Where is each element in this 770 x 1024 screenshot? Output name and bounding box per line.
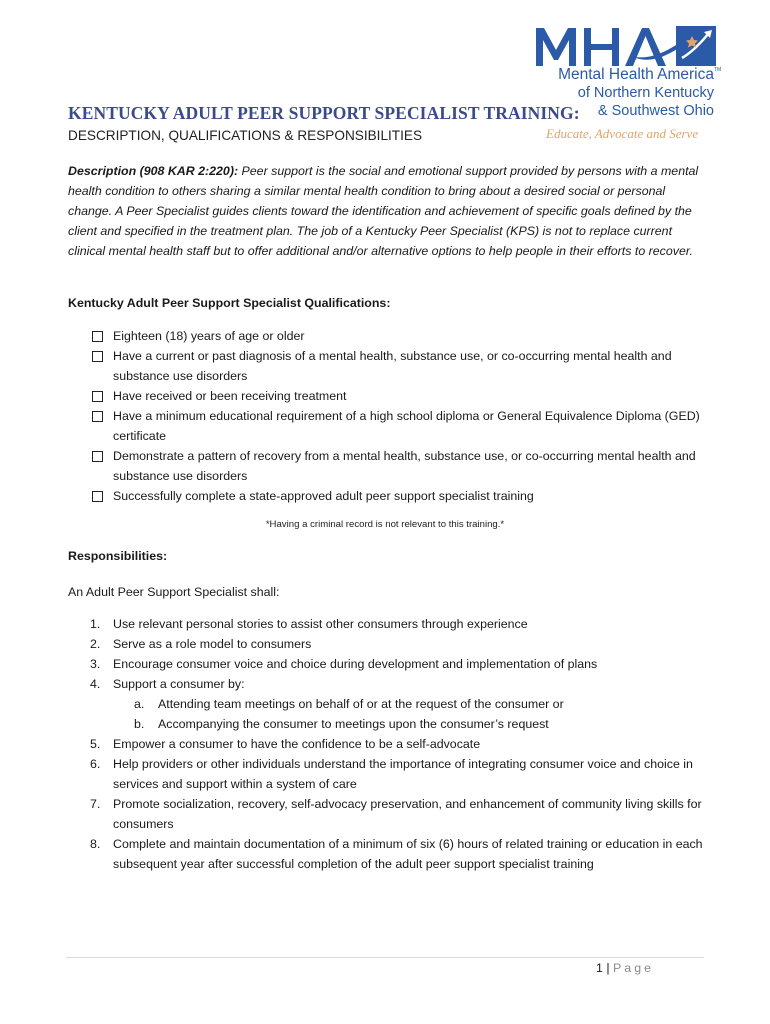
qualification-item bbox=[92, 446, 708, 486]
qualification-text: Successfully complete a state-approved adult peer support specialist training bbox=[113, 489, 534, 503]
item-number: 4. bbox=[90, 677, 101, 691]
responsibility-text: Serve as a role model to consumers bbox=[113, 637, 312, 651]
responsibilities-heading: Responsibilities: bbox=[68, 549, 168, 563]
checkbox-icon bbox=[92, 491, 103, 502]
checkbox-icon bbox=[92, 351, 103, 362]
page-label: Page bbox=[613, 961, 654, 975]
responsibility-item bbox=[92, 634, 708, 654]
criminal-record-note: *Having a criminal record is not relevant to this training.* bbox=[265, 519, 505, 530]
qualification-text: Have a minimum educational requirement of a high school diploma or General Equivalence Diploma (GED) certificate bbox=[113, 409, 700, 443]
responsibility-item bbox=[92, 794, 708, 834]
mha-logo bbox=[532, 22, 722, 142]
qualification-text: Eighteen (18) years of age or older bbox=[113, 329, 305, 343]
qualification-text: Have a current or past diagnosis of a mental health, substance use, or co-occurring mental health and substance use disorders bbox=[113, 349, 672, 383]
footer-divider bbox=[66, 957, 704, 958]
responsibility-item bbox=[92, 734, 708, 754]
qualification-text: Demonstrate a pattern of recovery from a mental health, substance use, or co-occurring mental health and substance use disorders bbox=[113, 449, 696, 483]
qualification-text: Have received or been receiving treatment bbox=[113, 389, 347, 403]
logo-region-line2: & Southwest Ohio bbox=[597, 103, 714, 119]
responsibility-sub-list bbox=[113, 694, 708, 734]
qualifications-heading: Kentucky Adult Peer Support Specialist Qualifications: bbox=[68, 296, 391, 310]
item-number: 3. bbox=[90, 657, 101, 671]
logo-org-name: Mental Health America bbox=[558, 66, 714, 83]
qualification-item bbox=[92, 386, 708, 406]
qualifications-list bbox=[92, 326, 708, 506]
responsibility-item bbox=[92, 674, 708, 734]
mha-wordmark-logo bbox=[532, 22, 722, 72]
logo-tagline: Educate, Advocate and Serve bbox=[546, 126, 699, 141]
responsibility-sub-item bbox=[134, 694, 708, 714]
document-title: KENTUCKY ADULT PEER SUPPORT SPECIALIST TRAINING: bbox=[68, 103, 580, 123]
sub-item-letter: b. bbox=[134, 717, 145, 731]
description-label: Description (908 KAR 2:220): bbox=[68, 164, 239, 178]
qualification-item bbox=[92, 346, 708, 386]
sub-item-text: Attending team meetings on behalf of or at the request of the consumer or bbox=[158, 697, 564, 711]
responsibility-text: Empower a consumer to have the confidence to be a self-advocate bbox=[113, 737, 481, 751]
item-number: 5. bbox=[90, 737, 101, 751]
item-number: 7. bbox=[90, 797, 101, 811]
responsibilities-list bbox=[92, 614, 708, 874]
sub-item-letter: a. bbox=[134, 697, 145, 711]
responsibility-text: Use relevant personal stories to assist other consumers through experience bbox=[113, 617, 528, 631]
responsibility-text: Support a consumer by: bbox=[113, 677, 245, 691]
responsibility-text: Encourage consumer voice and choice during development and implementation of plans bbox=[113, 657, 598, 671]
qualification-item bbox=[92, 486, 708, 506]
responsibility-item bbox=[92, 614, 708, 634]
svg-text:TM: TM bbox=[714, 67, 722, 72]
item-number: 1. bbox=[90, 617, 101, 631]
responsibility-item bbox=[92, 654, 708, 674]
checkbox-icon bbox=[92, 331, 103, 342]
responsibility-item bbox=[92, 754, 708, 794]
description-text: Peer support is the social and emotional support provided by persons with a mental health condition to others sharing a similar mental health condition to bring about a desired social or personal change. A Peer Specialist guides clients toward the identification and achievement of specific goals defined by the client and specified in the treatment plan. The job of a Kentucky Peer Specialist (KPS) is not to replace current clinical mental health staff but to offer additional and/or alternative options to help people in their efforts to recover. bbox=[68, 164, 699, 258]
responsibility-text: Promote socialization, recovery, self-advocacy preservation, and enhancement of community living skills for consumers bbox=[113, 797, 702, 831]
responsibility-sub-item bbox=[134, 714, 708, 734]
item-number: 8. bbox=[90, 837, 101, 851]
qualification-item bbox=[92, 326, 708, 346]
sub-item-text: Accompanying the consumer to meetings upon the consumer’s request bbox=[158, 717, 549, 731]
checkbox-icon bbox=[92, 451, 103, 462]
checkbox-icon bbox=[92, 411, 103, 422]
footer-separator: | bbox=[606, 961, 610, 975]
checkbox-icon bbox=[92, 391, 103, 402]
page-number: 1 bbox=[596, 961, 603, 975]
responsibilities-intro: An Adult Peer Support Specialist shall: bbox=[68, 585, 280, 599]
logo-region-line1: of Northern Kentucky bbox=[577, 85, 714, 101]
document-subtitle: DESCRIPTION, QUALIFICATIONS & RESPONSIBILITIES bbox=[68, 128, 423, 143]
item-number: 2. bbox=[90, 637, 101, 651]
page-footer bbox=[596, 961, 654, 975]
description-paragraph bbox=[68, 161, 708, 261]
responsibility-text: Help providers or other individuals understand the importance of integrating consumer voice and choice in services and support within a system of care bbox=[113, 757, 693, 791]
responsibility-text: Complete and maintain documentation of a minimum of six (6) hours of related training or education in each subsequent year after successful completion of the adult peer support specialist training bbox=[113, 837, 703, 871]
qualification-item bbox=[92, 406, 708, 446]
item-number: 6. bbox=[90, 757, 101, 771]
responsibility-item bbox=[92, 834, 708, 874]
